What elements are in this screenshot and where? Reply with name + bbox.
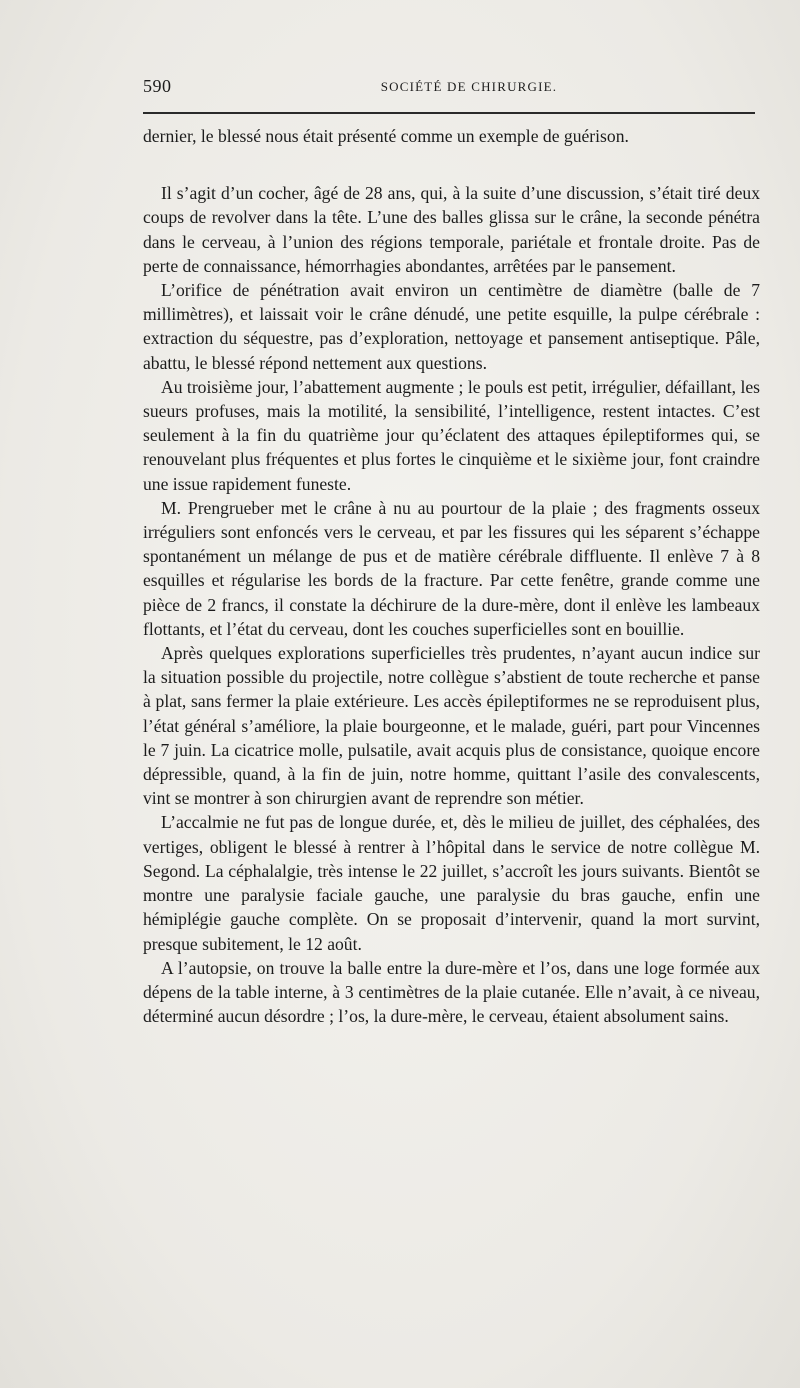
header-rule: [143, 112, 755, 114]
body-text: [143, 124, 760, 1028]
paragraph: M. Prengrueber met le crâne à nu au pourtour de la plaie ; des fragments osseux irréguliers sont enfoncés vers le cerveau, et par les fissures qui les séparent s’échappe spontanément un mélange de pus et de matière cérébrale diffluente. Il enlève 7 à 8 esquilles et régularise les bords de la fracture. Par cette fenêtre, grande comme une pièce de 2 francs, il constate la déchirure de la dure-mère, dont il enlève les lambeaux flottants, et l’état du cerveau, dont les couches superficielles sont en bouillie.: [143, 497, 760, 639]
paragraph: Après quelques explorations superficielles très prudentes, n’ayant aucun indice sur la situation possible du projectile, notre collègue s’abstient de toute recherche et panse à plat, sans fermer la plaie extérieure. Les accès épileptiformes ne se reproduisent plus, l’état général s’améliore, la plaie bourgeonne, et le malade, guéri, part pour Vincennes le 7 juin. La cicatrice molle, pulsatile, avait acquis plus de consistance, quoique encore dépressible, quand, à la fin de juin, notre homme, quittant l’asile des convalescents, vint se montrer à son chirurgien avant de reprendre son métier.: [143, 643, 760, 809]
paragraph-gap: [143, 148, 760, 181]
paragraph: A l’autopsie, on trouve la balle entre la dure-mère et l’os, dans une loge formée aux dépens de la table interne, à 3 centimètres de la plaie cutanée. Elle n’avait, à ce niveau, déterminé aucun désordre ; l’os, la dure-mère, le cerveau, étaient absolument sains.: [143, 957, 760, 1027]
paragraph: dernier, le blessé nous était présenté comme un exemple de guérison.: [143, 126, 629, 146]
paragraph: Au troisième jour, l’abattement augmente ; le pouls est petit, irrégulier, défaillant, les sueurs profuses, mais la motilité, la sensibilité, l’intelligence, restent intactes. C’est seulement à la fin du quatrième jour qu’éclatent des attaques épileptiformes qui, se renouvelant plus fréquentes et plus fortes le cinquième et le sixième jour, font craindre une issue rapidement funeste.: [143, 376, 760, 494]
paragraph: Il s’agit d’un cocher, âgé de 28 ans, qui, à la suite d’une discussion, s’était tiré deux coups de revolver dans la tête. L’une des balles glissa sur le crâne, la seconde pénétra dans le cerveau, à l’union des régions temporale, pariétale et frontale droite. Pas de perte de connaissance, hémorrhagies abondantes, arrêtées par le pansement.: [143, 183, 760, 276]
paragraph: L’orifice de pénétration avait environ un centimètre de diamètre (balle de 7 millimètres), et laissait voir le crâne dénudé, une petite esquille, la pulpe cérébrale : extraction du séquestre, pas d’exploration, nettoyage et pansement antiseptique. Pâle, abattu, le blessé répond nettement aux questions.: [143, 280, 760, 373]
paragraph: L’accalmie ne fut pas de longue durée, et, dès le milieu de juillet, des céphalées, des vertiges, obligent le blessé à rentrer à l’hôpital dans le service de notre collègue M. Segond. La céphalalgie, très intense le 22 juillet, s’accroît les jours suivants. Bientôt se montre une paralysie faciale gauche, une paralysie du bras gauche, enfin une hémiplégie gauche complète. On se proposait d’intervenir, quand la mort survint, presque subitement, le 12 août.: [143, 812, 760, 954]
page-header: [143, 76, 755, 100]
page-number: 590: [143, 76, 172, 96]
running-head: SOCIÉTÉ DE CHIRURGIE.: [380, 79, 558, 94]
